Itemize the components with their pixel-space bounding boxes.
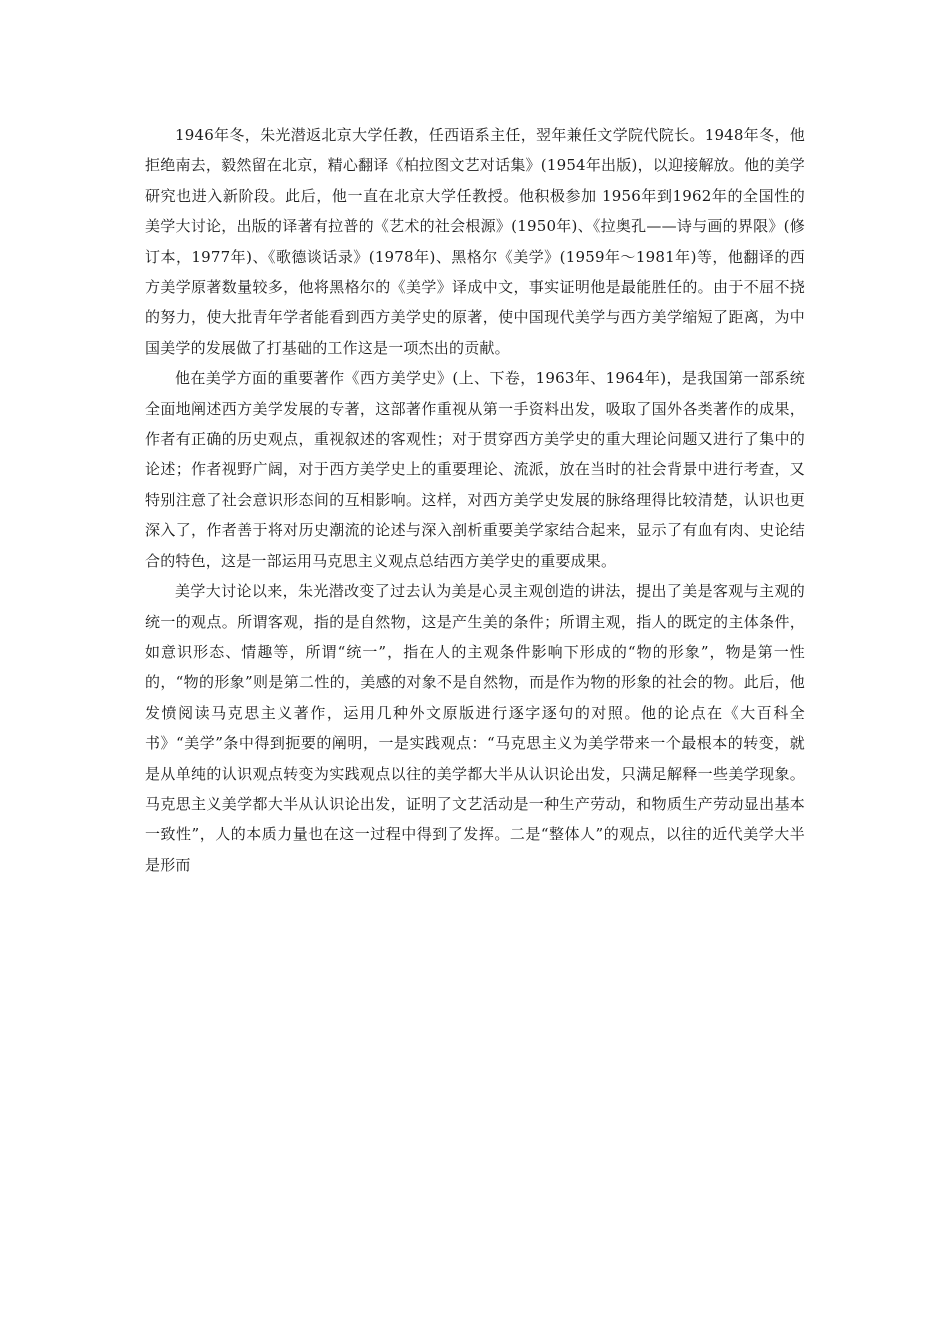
- paragraph-3: 美学大讨论以来，朱光潜改变了过去认为美是心灵主观创造的讲法，提出了美是客观与主观的统一的观点。所谓客观，指的是自然物，这是产生美的条件；所谓主观，指人的既定的主体条件，如意识形态、情趣等，所谓“统一”，指在人的主观条件影响下形成的“物的形象”，物是第一性的，“物的形象”则是第二性的，美感的对象不是自然物，而是作为物的形象的社会的物。此后，他发愤阅读马克思主义著作，运用几种外文原版进行逐字逐句的对照。他的论点在《大百科全书》“美学”条中得到扼要的阐明，一是实践观点：“马克思主义为美学带来一个最根本的转变，就是从单纯的认识观点转变为实践观点以往的美学都大半从认识论出发，只满足解释一些美学现象。马克思主义美学都大半从认识论出发，证明了文艺活动是一种生产劳动，和物质生产劳动显出基本一致性”，人的本质力量也在这一过程中得到了发挥。二是“整体人”的观点，以往的近代美学大半是形而: [145, 582, 805, 874]
- paragraph-2: 他在美学方面的重要著作《西方美学史》(上、下卷，1963年、1964年)，是我国第一部系统全面地阐述西方美学发展的专著，这部著作重视从第一手资料出发，吸取了国外各类著作的成果，作者有正确的历史观点，重视叙述的客观性；对于贯穿西方美学史的重大理论问题又进行了集中的论述；作者视野广阔，对于西方美学史上的重要理论、流派，放在当时的社会背景中进行考查，又特别注意了社会意识形态间的互相影响。这样，对西方美学史发展的脉络理得比较清楚，认识也更深入了，作者善于将对历史潮流的论述与深入剖析重要美学家结合起来，显示了有血有肉、史论结合的特色，这是一部运用马克思主义观点总结西方美学史的重要成果。: [145, 369, 805, 570]
- document-body: [145, 120, 805, 880]
- paragraph-1: 1946年冬，朱光潜返北京大学任教，任西语系主任，翌年兼任文学院代院长。1948年冬，他拒绝南去，毅然留在北京，精心翻译《柏拉图文艺对话集》(1954年出版)，以迎接解放。他的美学研究也进入新阶段。此后，他一直在北京大学任教授。他积极参加 1956年到1962年的全国性的美学大讨论，出版的译著有拉普的《艺术的社会根源》(1950年)、《拉奥孔——诗与画的界限》(修订本，1977年)、《歌德谈话录》(1978年)、黑格尔《美学》(1959年～1981年)等，他翻译的西方美学原著数量较多，他将黑格尔的《美学》译成中文，事实证明他是最能胜任的。由于不屈不挠的努力，使大批青年学者能看到西方美学史的原著，使中国现代美学与西方美学缩短了距离，为中国美学的发展做了打基础的工作这是一项杰出的贡献。: [145, 126, 805, 357]
